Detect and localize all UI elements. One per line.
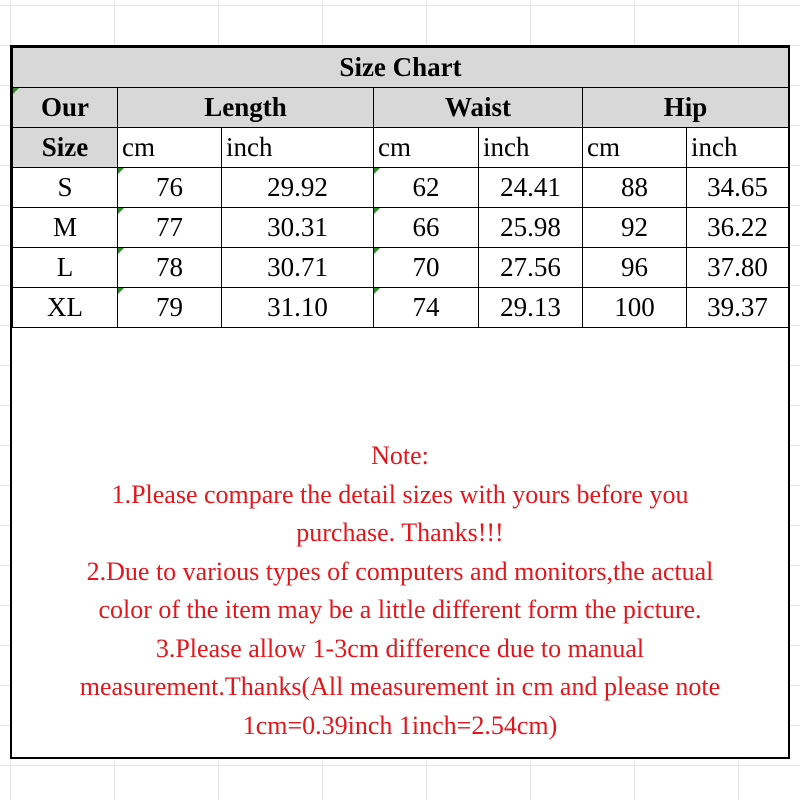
table-row bbox=[13, 208, 789, 248]
length-inch-value: 30.71 bbox=[222, 248, 374, 288]
length-header: Length bbox=[118, 88, 374, 128]
hip-cm-value: 92 bbox=[583, 208, 687, 248]
hip-header: Hip bbox=[583, 88, 789, 128]
note-line: 1cm=0.39inch 1inch=2.54cm) bbox=[242, 710, 558, 740]
length-inch-value: 29.92 bbox=[222, 168, 374, 208]
length-inch-value: 31.10 bbox=[222, 288, 374, 328]
size-chart-table bbox=[12, 47, 789, 328]
size-label: L bbox=[13, 248, 118, 288]
waist-header: Waist bbox=[374, 88, 583, 128]
length-cm-value: 78 bbox=[118, 248, 222, 288]
waist-cm-unit: cm bbox=[374, 128, 479, 168]
size-chart-sheet bbox=[10, 45, 790, 759]
note-line: measurement.Thanks(All measurement in cm and please note bbox=[79, 672, 721, 701]
hip-cm-value: 88 bbox=[583, 168, 687, 208]
length-cm-value: 77 bbox=[118, 208, 222, 248]
unit-header-row bbox=[13, 128, 789, 168]
note-line: 1.Please compare the detail sizes with yours before you bbox=[111, 479, 689, 509]
table-row bbox=[13, 288, 789, 328]
waist-cm-value: 74 bbox=[374, 288, 479, 328]
hip-inch-value: 39.37 bbox=[687, 288, 789, 328]
waist-inch-value: 24.41 bbox=[479, 168, 583, 208]
hip-cm-unit: cm bbox=[583, 128, 687, 168]
waist-inch-unit: inch bbox=[479, 128, 583, 168]
note-heading: Note: bbox=[371, 441, 429, 470]
hip-cm-value: 100 bbox=[583, 288, 687, 328]
table-row bbox=[13, 168, 789, 208]
waist-cm-value: 70 bbox=[374, 248, 479, 288]
group-header-row bbox=[13, 88, 789, 128]
size-label: M bbox=[13, 208, 118, 248]
chart-title: Size Chart bbox=[13, 48, 789, 88]
hip-inch-unit: inch bbox=[687, 128, 789, 168]
length-cm-value: 79 bbox=[118, 288, 222, 328]
waist-cm-value: 66 bbox=[374, 208, 479, 248]
hip-inch-value: 36.22 bbox=[687, 208, 789, 248]
title-row bbox=[13, 48, 789, 88]
note-line: 3.Please allow 1-3cm difference due to manual bbox=[155, 633, 645, 663]
length-inch-unit: inch bbox=[222, 128, 374, 168]
size-header-top: Our bbox=[13, 88, 118, 128]
hip-cm-value: 96 bbox=[583, 248, 687, 288]
note-area bbox=[12, 329, 788, 757]
note-line: 2.Due to various types of computers and monitors,the actual bbox=[86, 556, 714, 586]
length-cm-unit: cm bbox=[118, 128, 222, 168]
note-line: purchase. Thanks!!! bbox=[296, 518, 504, 547]
note-line: color of the item may be a little different form the picture. bbox=[98, 595, 702, 624]
waist-cm-value: 62 bbox=[374, 168, 479, 208]
size-label: S bbox=[13, 168, 118, 208]
table-row bbox=[13, 248, 789, 288]
size-header-bottom: Size bbox=[13, 128, 118, 168]
hip-inch-value: 34.65 bbox=[687, 168, 789, 208]
hip-inch-value: 37.80 bbox=[687, 248, 789, 288]
note-text bbox=[32, 437, 768, 745]
waist-inch-value: 29.13 bbox=[479, 288, 583, 328]
size-label: XL bbox=[13, 288, 118, 328]
length-cm-value: 76 bbox=[118, 168, 222, 208]
waist-inch-value: 27.56 bbox=[479, 248, 583, 288]
waist-inch-value: 25.98 bbox=[479, 208, 583, 248]
length-inch-value: 30.31 bbox=[222, 208, 374, 248]
